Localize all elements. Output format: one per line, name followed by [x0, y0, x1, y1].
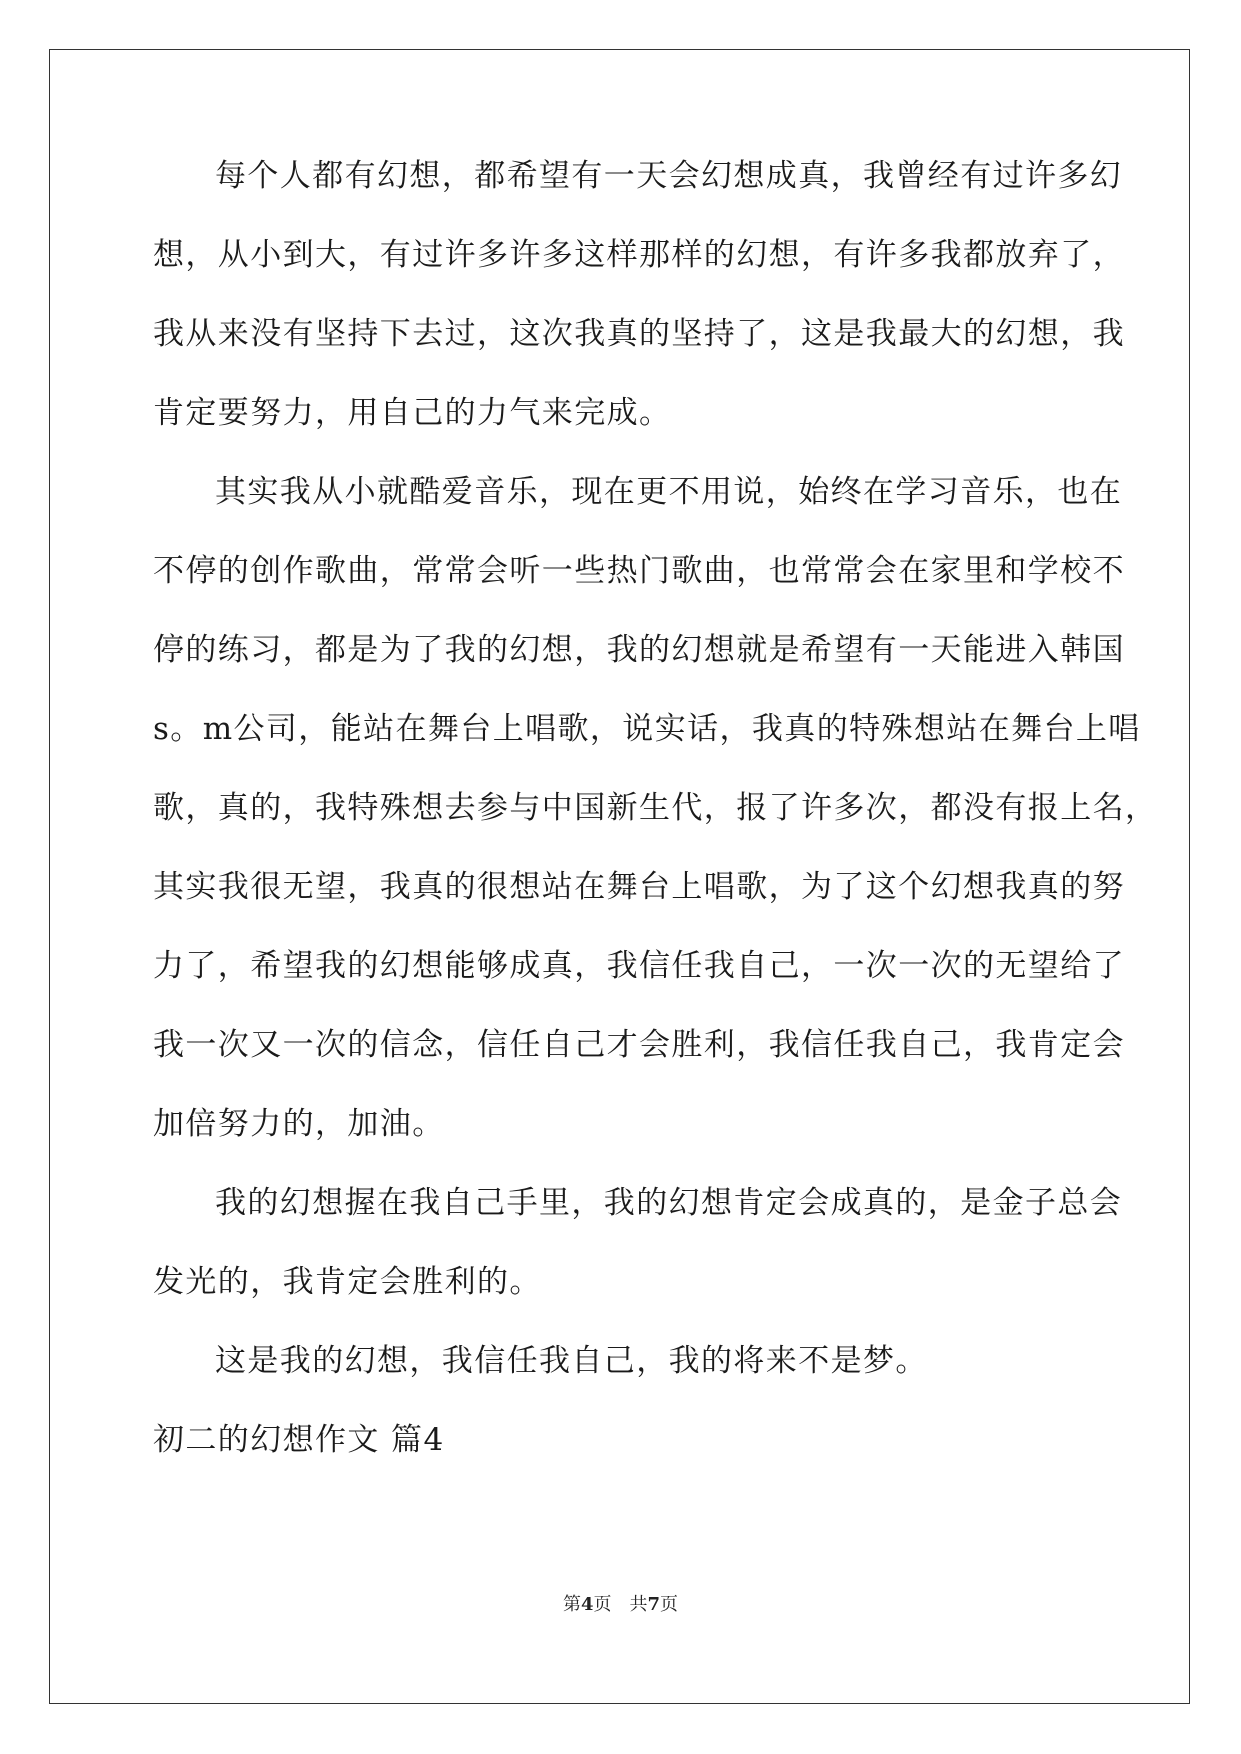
paragraph-line: 想，从小到大，有过许多许多这样那样的幻想，有许多我都放弃了， — [153, 237, 1125, 273]
document-body — [153, 158, 1158, 1503]
paragraph-line: 我从来没有坚持下去过，这次我真的坚持了，这是我最大的幻想，我 — [153, 316, 1125, 352]
total-prefix: 共 — [629, 1594, 648, 1615]
paragraph-line: 每个人都有幻想，都希望有一天会幻想成真，我曾经有过许多幻 — [215, 158, 1123, 194]
paragraph-line: 歌，真的，我特殊想去参与中国新生代，报了许多次，都没有报上名， — [153, 790, 1158, 826]
paragraph-line: 这是我的幻想，我信任我自己，我的将来不是梦。 — [215, 1343, 928, 1379]
page-number: 4 — [580, 1594, 594, 1615]
section-heading: 初二的幻想作文 篇4 — [153, 1422, 445, 1458]
paragraph-line: 力了，希望我的幻想能够成真，我信任我自己，一次一次的无望给了 — [153, 948, 1125, 984]
paragraph-line: 加倍努力的，加油。 — [153, 1106, 445, 1142]
paragraph-line: 肯定要努力，用自己的力气来完成。 — [153, 395, 672, 431]
paragraph-line: s。m公司，能站在舞台上唱歌，说实话，我真的特殊想站在舞台上唱 — [153, 711, 1141, 747]
page-suffix: 页 — [593, 1594, 612, 1615]
paragraph-line: 不停的创作歌曲，常常会听一些热门歌曲，也常常会在家里和学校不 — [153, 553, 1125, 589]
paragraph-line: 发光的，我肯定会胜利的。 — [153, 1264, 542, 1300]
paragraph-line: 其实我从小就酷爱音乐，现在更不用说，始终在学习音乐，也在 — [215, 474, 1123, 510]
paragraph-line: 我的幻想握在我自己手里，我的幻想肯定会成真的，是金子总会 — [215, 1185, 1123, 1221]
paragraph-line: 停的练习，都是为了我的幻想，我的幻想就是希望有一天能进入韩国 — [153, 632, 1125, 668]
page-footer — [0, 1590, 1241, 1616]
paragraph-line: 其实我很无望，我真的很想站在舞台上唱歌，为了这个幻想我真的努 — [153, 869, 1125, 905]
total-suffix: 页 — [660, 1594, 679, 1615]
paragraph-line: 我一次又一次的信念，信任自己才会胜利，我信任我自己，我肯定会 — [153, 1027, 1125, 1063]
total-pages: 7 — [647, 1594, 661, 1615]
page-prefix: 第 — [562, 1594, 581, 1615]
